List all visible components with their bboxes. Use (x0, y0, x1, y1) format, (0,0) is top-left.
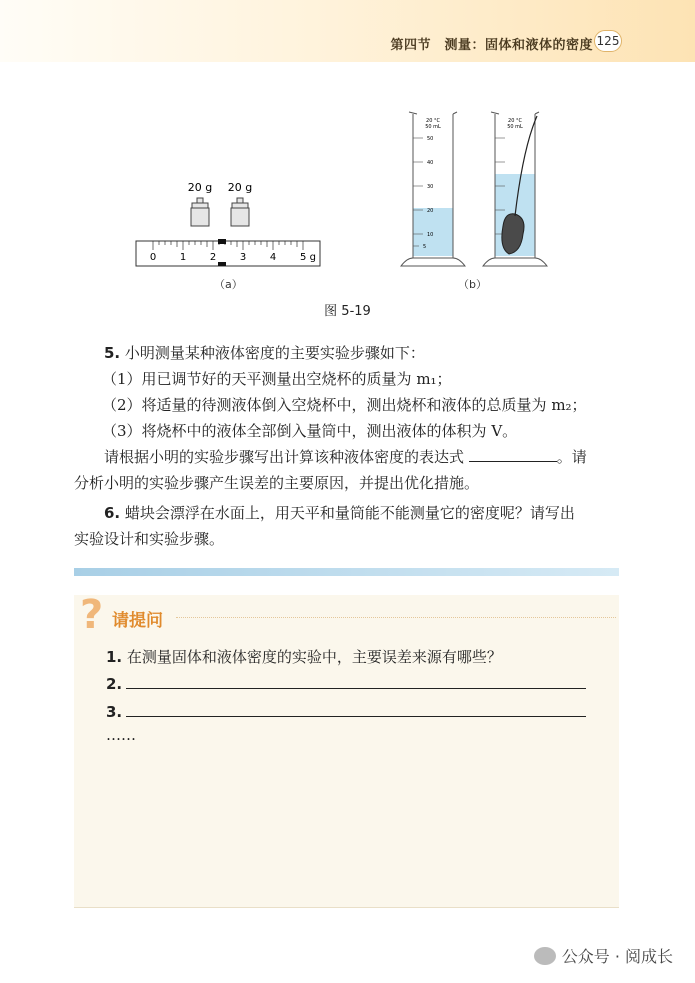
page-header (0, 0, 695, 62)
weight-2 (231, 198, 249, 226)
ask-item-2 (106, 674, 586, 693)
wechat-icon (534, 947, 556, 965)
q6-line-2: 实验设计和实验步骤。 (74, 530, 225, 548)
figure-a (130, 180, 330, 290)
svg-text:10: 10 (427, 232, 434, 238)
figure-b-label: （b） (458, 278, 487, 291)
tick-0: 0 (149, 252, 157, 263)
ask-item-3-line[interactable] (126, 702, 586, 717)
tick-1: 1 (179, 252, 187, 263)
title-dotted-line (176, 617, 616, 618)
ask-item-1 (106, 646, 502, 667)
svg-text:5: 5 (423, 244, 427, 250)
svg-text:40: 40 (427, 160, 434, 166)
cylinder-1 (401, 112, 465, 266)
svg-text:50: 50 (427, 136, 434, 142)
tick-3: 3 (239, 252, 247, 263)
weight-1 (191, 198, 209, 226)
ask-item-3-number: 3. (106, 703, 123, 721)
page-number: 125 (594, 30, 622, 52)
svg-text:20 °C: 20 °C (508, 118, 522, 124)
figure-b (395, 108, 555, 270)
ruler (136, 241, 320, 266)
section-title: 第四节 测量：固体和液体的密度 (390, 38, 593, 53)
q5-step-2: （2）将适量的待测液体倒入空烧杯中，测出烧杯和液体的总质量为 m₂； (102, 396, 587, 414)
svg-text:20 °C: 20 °C (426, 118, 440, 124)
ask-item-1-text: 在测量固体和液体密度的实验中，主要误差来源有哪些？ (126, 648, 502, 666)
figure-caption: 图 5-19 (324, 304, 371, 319)
question-5 (74, 340, 626, 496)
question-mark-icon: ? (80, 592, 104, 638)
question-6 (74, 500, 626, 552)
rider-bottom (218, 262, 226, 266)
ask-item-2-line[interactable] (126, 674, 586, 689)
q5-ask-c: 分析小明的实验步骤产生误差的主要原因，并提出优化措施。 (74, 474, 480, 492)
tick-5: 5 g (300, 252, 316, 263)
q6-number: 6. (104, 504, 121, 522)
q5-step-1: （1）用已调节好的天平测量出空烧杯的质量为 m₁； (102, 370, 452, 388)
ask-item-1-number: 1. (106, 648, 123, 666)
svg-text:30: 30 (427, 184, 434, 190)
q5-ask-b: 。请 (556, 448, 587, 466)
q5-stem: 小明测量某种液体密度的主要实验步骤如下： (124, 344, 425, 362)
q5-ask-a: 请根据小明的实验步骤写出计算该种液体密度的表达式 (104, 448, 465, 466)
watermark-text: 公众号 · 阅成长 (561, 947, 673, 966)
weight-label-1: 20 g (187, 181, 213, 194)
answer-blank[interactable] (469, 447, 557, 462)
tick-2: 2 (209, 252, 217, 263)
q5-step-3: （3）将烧杯中的液体全部倒入量筒中，测出液体的体积为 V。 (102, 422, 518, 440)
ask-question-box (74, 592, 619, 908)
tick-4: 4 (269, 252, 277, 263)
ask-item-3 (106, 702, 586, 721)
rider (218, 239, 226, 244)
svg-text:50 mL: 50 mL (507, 124, 523, 130)
ask-box-title: 请提问 (112, 611, 163, 631)
cylinder-2 (483, 112, 547, 266)
q5-number: 5. (104, 344, 121, 362)
svg-text:50 mL: 50 mL (425, 124, 441, 130)
ask-item-2-number: 2. (106, 675, 123, 693)
svg-text:20: 20 (427, 208, 434, 214)
section-divider (74, 568, 619, 576)
q6-line-1: 蜡块会漂浮在水面上，用天平和量筒能不能测量它的密度呢？请写出 (124, 504, 575, 522)
weight-label-2: 20 g (227, 181, 253, 194)
figure-a-label: （a） (214, 278, 243, 291)
watermark (534, 944, 673, 967)
ask-ellipsis: …… (106, 726, 136, 744)
